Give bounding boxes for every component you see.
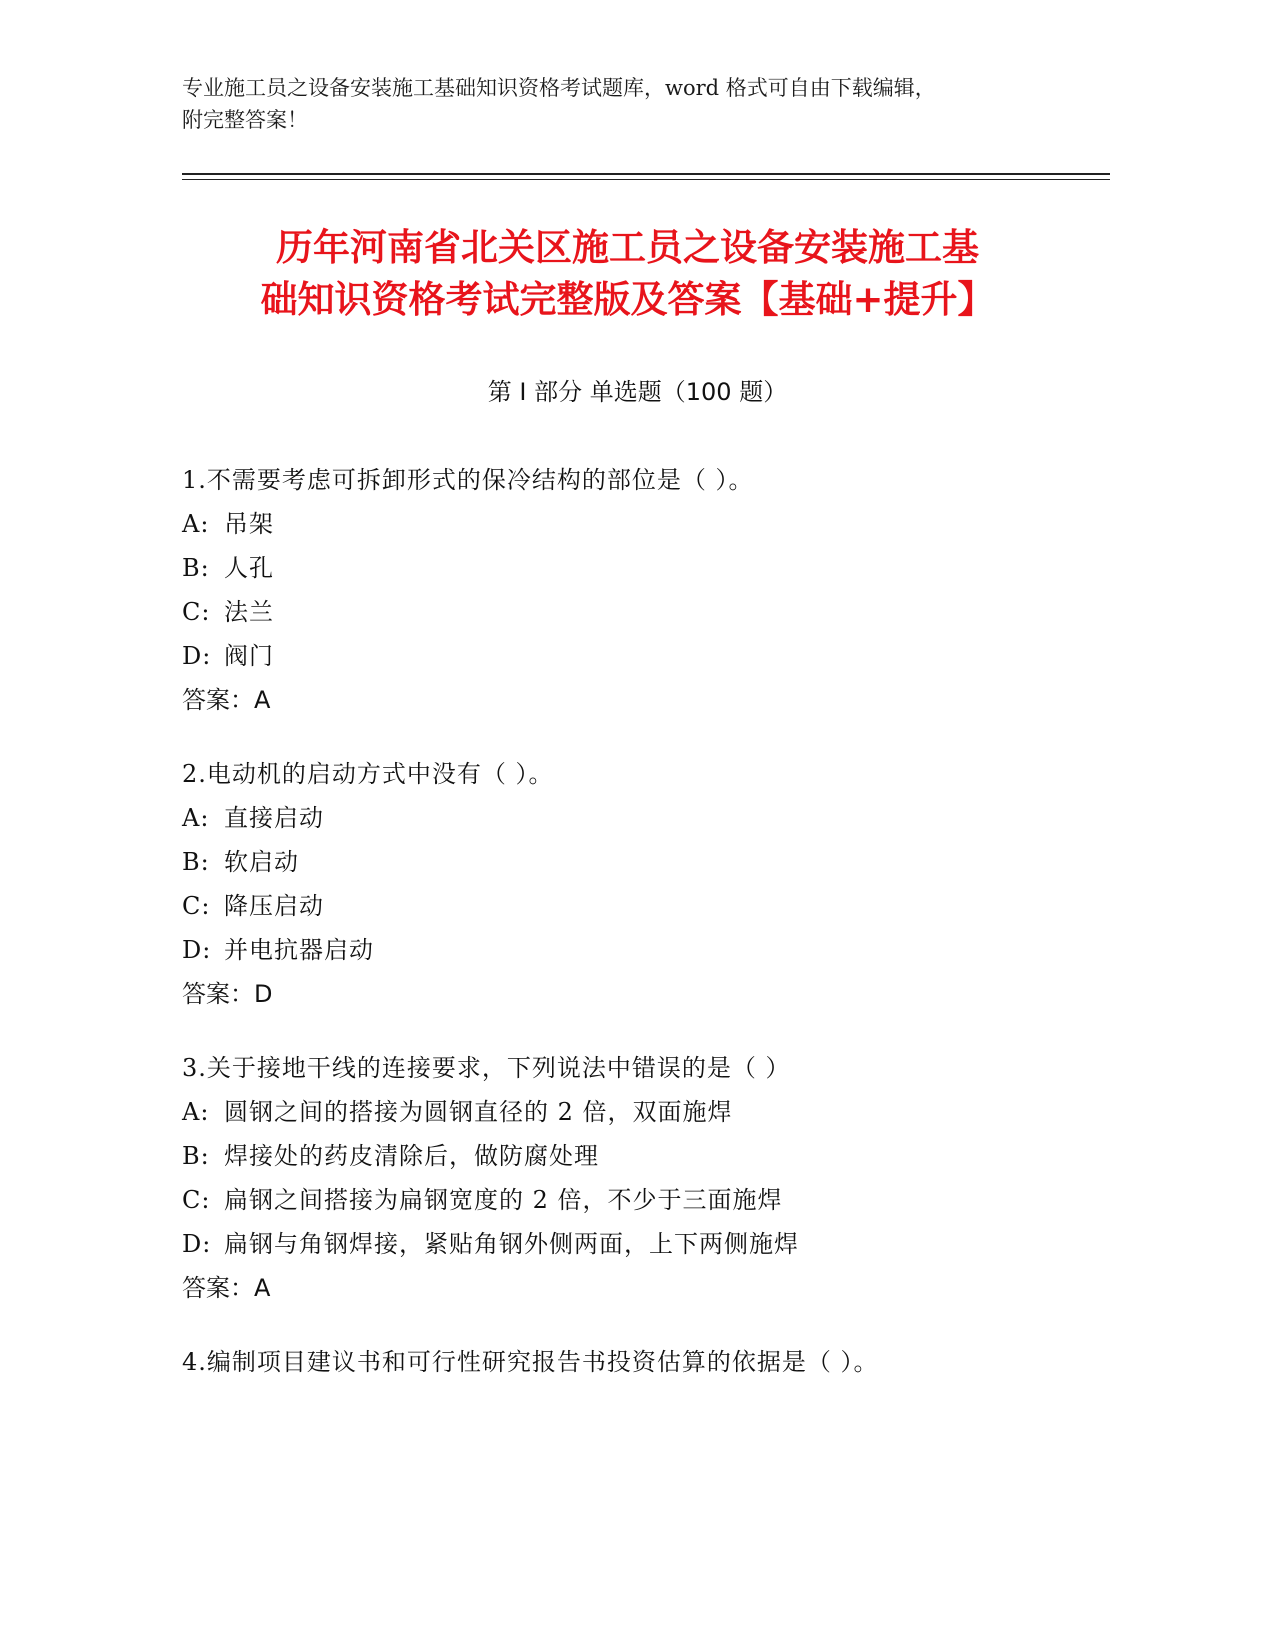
option-a	[182, 796, 1102, 840]
document-title-line-2: 础知识资格考试完整版及答案【基础+提升】	[260, 278, 995, 321]
option-d	[182, 634, 1102, 678]
option-letter: C:	[182, 892, 211, 920]
option-text: 直接启动	[224, 804, 324, 832]
option-d	[182, 1222, 1102, 1266]
header-divider-thin	[182, 179, 1110, 180]
header-divider-thick	[182, 173, 1110, 175]
question-stem: 3.关于接地干线的连接要求，下列说法中错误的是（ ）	[182, 1054, 791, 1082]
document-title-line-1: 历年河南省北关区施工员之设备安装施工基	[276, 226, 979, 269]
option-letter: C:	[182, 1186, 211, 1214]
option-a	[182, 1090, 1102, 1134]
option-text: 吊架	[224, 510, 274, 538]
option-text: 人孔	[224, 554, 274, 582]
option-a	[182, 502, 1102, 546]
option-letter: B:	[182, 554, 210, 582]
question-2	[182, 752, 1102, 1016]
question-stem: 4.编制项目建议书和可行性研究报告书投资估算的依据是（ ）。	[182, 1348, 879, 1376]
option-d	[182, 928, 1102, 972]
question-stem: 2.电动机的启动方式中没有（ ）。	[182, 760, 554, 788]
answer-line: 答案：A	[182, 686, 271, 714]
option-text: 法兰	[224, 598, 274, 626]
header-note-line-1: 专业施工员之设备安装施工基础知识资格考试题库，word 格式可自由下载编辑，	[182, 76, 936, 100]
question-3	[182, 1046, 1102, 1310]
option-letter: A:	[182, 804, 210, 832]
option-text: 圆钢之间的搭接为圆钢直径的 2 倍，双面施焊	[224, 1098, 733, 1126]
header-note-line-2: 附完整答案！	[182, 108, 308, 132]
option-letter: D:	[182, 642, 212, 670]
option-text: 软启动	[224, 848, 299, 876]
option-text: 焊接处的药皮清除后，做防腐处理	[224, 1142, 599, 1170]
option-letter: D:	[182, 1230, 212, 1258]
option-letter: A:	[182, 510, 210, 538]
option-c	[182, 884, 1102, 928]
section-heading: 第 I 部分 单选题（100 题）	[487, 378, 788, 406]
option-letter: B:	[182, 1142, 210, 1170]
option-b	[182, 546, 1102, 590]
option-c	[182, 590, 1102, 634]
question-4	[182, 1340, 1102, 1384]
option-text: 扁钢与角钢焊接，紧贴角钢外侧两面，上下两侧施焊	[224, 1230, 799, 1258]
option-text: 扁钢之间搭接为扁钢宽度的 2 倍，不少于三面施焊	[224, 1186, 783, 1214]
question-1	[182, 458, 1102, 722]
option-c	[182, 1178, 1102, 1222]
question-stem: 1.不需要考虑可拆卸形式的保冷结构的部位是（ ）。	[182, 466, 754, 494]
option-text: 降压启动	[224, 892, 324, 920]
option-letter: A:	[182, 1098, 210, 1126]
answer-line: 答案：D	[182, 980, 273, 1008]
option-b	[182, 1134, 1102, 1178]
option-text: 阀门	[224, 642, 274, 670]
header-note	[182, 72, 1032, 136]
option-b	[182, 840, 1102, 884]
question-list	[182, 458, 1102, 1414]
document-title	[150, 222, 1105, 326]
option-letter: B:	[182, 848, 210, 876]
answer-line: 答案：A	[182, 1274, 271, 1302]
option-letter: D:	[182, 936, 212, 964]
option-letter: C:	[182, 598, 211, 626]
option-text: 并电抗器启动	[224, 936, 374, 964]
